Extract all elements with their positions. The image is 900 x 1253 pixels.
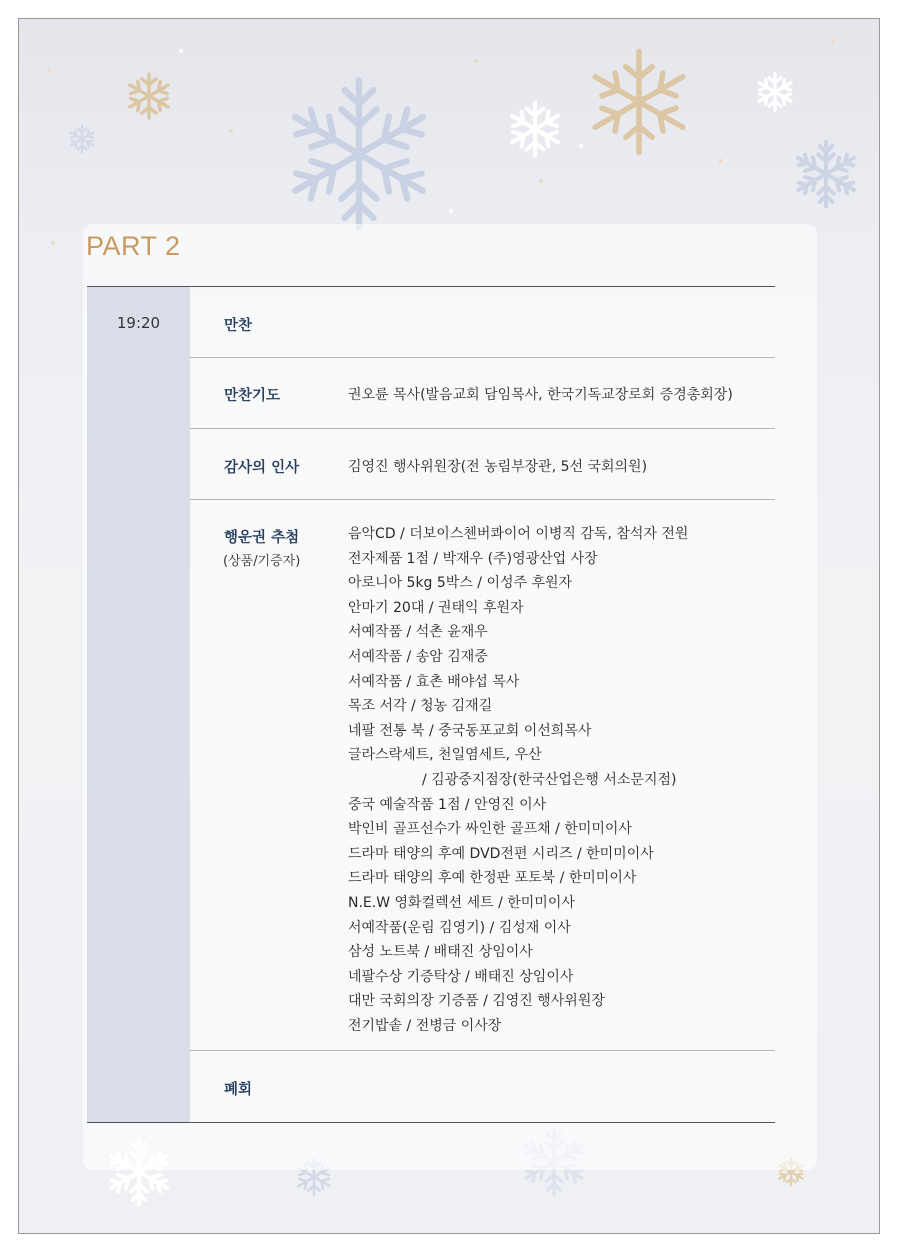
part-title: PART 2 <box>86 231 181 261</box>
lottery-item: 드라마 태양의 후예 한정판 포토북 / 한미미이사 <box>348 870 637 887</box>
lottery-item: 서예작품 / 효촌 배야섭 목사 <box>348 673 520 690</box>
lottery-item: 서예작품 / 송암 김재중 <box>348 648 488 665</box>
sparkle-dot <box>579 144 583 148</box>
lottery-item: 전기밥솥 / 전병금 이사장 <box>348 1017 502 1034</box>
schedule-row <box>190 1051 775 1121</box>
row-description: 김영진 행사위원장(전 농림부장관, 5선 국회의원) <box>348 459 648 475</box>
sparkle-dot <box>831 39 835 43</box>
snowflake-icon <box>505 99 565 159</box>
lottery-item: 드라마 태양의 후예 DVD전편 시리즈 / 한미미이사 <box>348 845 654 862</box>
row-label: 만찬 <box>224 318 253 334</box>
row-label: 행운권 추첨 <box>224 530 300 546</box>
sparkle-dot <box>474 59 478 63</box>
row-label: 감사의 인사 <box>224 460 300 476</box>
lottery-item: 음악CD / 더보이스첸버콰이어 이병직 감독, 참석자 전원 <box>348 526 689 542</box>
schedule-row <box>190 429 775 499</box>
snowflake-icon <box>279 74 439 234</box>
snowflake-icon <box>754 71 796 113</box>
row-description: 권오륜 목사(발음교회 담임목사, 한국기독교장로회 증경총회장) <box>348 387 733 403</box>
schedule-table <box>87 286 775 1123</box>
lottery-item: 대만 국회의장 기증품 / 김영진 행사위원장 <box>348 993 605 1010</box>
lottery-item: 안마기 20대 / 권태익 후원자 <box>348 599 524 616</box>
snowflake-icon <box>67 124 97 154</box>
lottery-item: 중국 예술작품 1점 / 안영진 이사 <box>348 796 547 813</box>
schedule-row <box>190 358 775 428</box>
lottery-item: 네팔 전통 북 / 중국동포교회 이선희목사 <box>348 722 592 739</box>
lottery-item: / 김광중지점장(한국산업은행 서소문지점) <box>422 771 677 788</box>
row-label: 만찬기도 <box>224 388 281 404</box>
lottery-item: 박인비 골프선수가 싸인한 골프채 / 한미미이사 <box>348 821 632 838</box>
sparkle-dot <box>229 129 233 133</box>
snowflake-icon <box>791 139 861 209</box>
lottery-item-list <box>348 524 688 1040</box>
lottery-item: N.E.W 영화컬렉션 세트 / 한미미이사 <box>348 894 575 911</box>
sparkle-dot <box>47 69 51 73</box>
time-column <box>87 287 190 1122</box>
row-label: 폐회 <box>224 1082 253 1098</box>
lottery-item: 삼성 노트북 / 배태진 상임이사 <box>348 944 533 961</box>
sparkle-dot <box>719 159 723 163</box>
time-label: 19:20 <box>116 314 161 332</box>
sparkle-dot <box>51 241 55 245</box>
schedule-row <box>190 500 775 1050</box>
lottery-item: 아로니아 5kg 5박스 / 이성주 후원자 <box>348 575 573 592</box>
lottery-item: 네팔수상 기증탁상 / 배태진 상임이사 <box>348 968 574 985</box>
schedule-row <box>190 287 775 357</box>
lottery-item: 전자제품 1점 / 박재우 (주)영광산업 사장 <box>348 550 598 567</box>
sparkle-dot <box>539 179 543 183</box>
lottery-item: 글라스락세트, 천일염세트, 우산 <box>348 747 542 764</box>
lottery-item: 서예작품(운림 김영기) / 김성재 이사 <box>348 919 571 936</box>
snowflake-icon <box>124 71 174 121</box>
row-sublabel: (상품/기증자) <box>223 554 301 569</box>
snowflake-icon <box>584 47 694 157</box>
sparkle-dot <box>449 209 453 213</box>
lottery-item: 목조 서각 / 청농 김재길 <box>348 698 493 715</box>
lottery-item: 서예작품 / 석촌 윤재우 <box>348 624 488 641</box>
sparkle-dot <box>179 49 183 53</box>
